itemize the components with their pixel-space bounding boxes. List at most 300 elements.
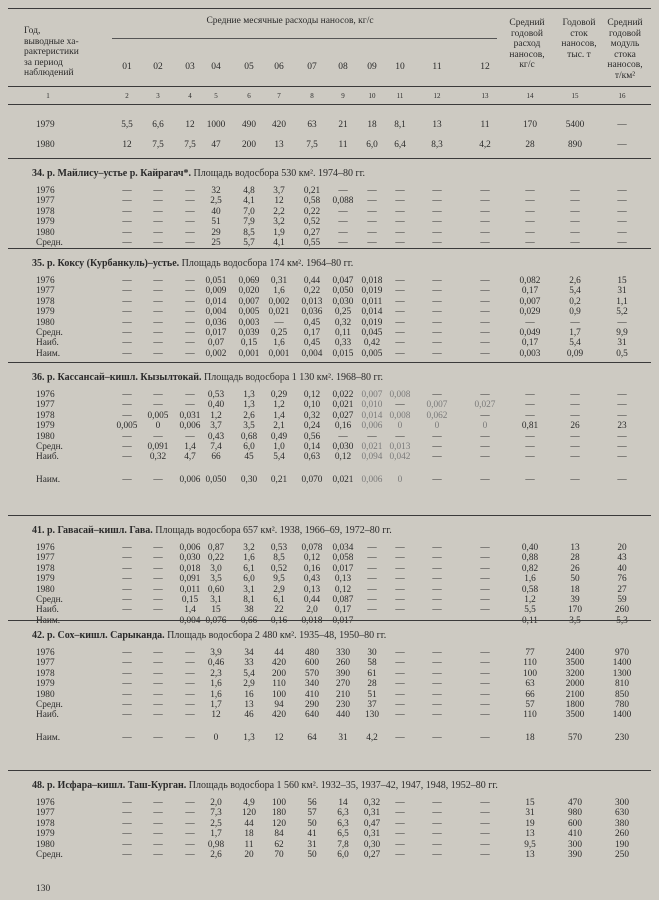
table-cell: — (153, 400, 163, 411)
table-cell: 2,5 (210, 818, 222, 829)
table-cell: — (480, 217, 490, 228)
table-cell: 1,7 (569, 328, 581, 338)
table-cell: 0,047 (332, 276, 354, 286)
table-cell: — (185, 818, 195, 829)
table-cell: 0,07 (207, 338, 225, 349)
table-cell: 0,56 (303, 431, 321, 442)
table-cell: 31 (617, 286, 627, 297)
row-label: Наиб. (36, 338, 59, 349)
table-cell: — (122, 286, 132, 297)
section-title-details: Площадь водосбора 1 130 км². 1968–80 гг. (201, 372, 384, 383)
table-cell: 0,014 (361, 307, 383, 318)
table-cell: — (338, 227, 348, 238)
table-cell: 810 (615, 679, 629, 690)
table-cell: 3,0 (210, 563, 222, 574)
table-cell: — (185, 348, 195, 359)
table-cell: 0,005 (361, 348, 383, 359)
table-cell: 0,031 (179, 410, 201, 421)
table-cell: — (525, 400, 535, 411)
table-cell: 1,3 (243, 390, 255, 400)
table-cell: — (432, 474, 442, 485)
table-row (0, 120, 659, 131)
table-row (0, 648, 659, 659)
section-title-river: 48. р. Исфара–кишл. Таш-Курган. (32, 780, 187, 791)
table-cell: — (122, 227, 132, 238)
table-cell: 1,3 (243, 400, 255, 411)
table-cell: 0,52 (270, 563, 288, 574)
table-cell: 0,008 (389, 390, 411, 400)
table-cell: 0,12 (334, 584, 352, 595)
table-cell: 0,078 (301, 543, 323, 553)
table-cell: 0,32 (303, 410, 321, 421)
table-cell: 0,015 (332, 348, 354, 359)
table-cell: — (617, 140, 627, 150)
table-row (0, 595, 659, 606)
table-cell: 26 (570, 421, 580, 432)
month-header-06: 06 (274, 62, 284, 72)
table-cell: 2,6 (210, 850, 222, 860)
table-cell: 0,98 (207, 839, 225, 850)
table-cell: — (395, 700, 405, 710)
table-cell: 0,050 (332, 286, 354, 297)
table-cell: 4,8 (243, 186, 255, 196)
table-cell: 94 (274, 700, 284, 710)
table-cell: — (153, 574, 163, 585)
table-cell: 0,007 (519, 296, 541, 307)
table-cell: — (185, 679, 195, 690)
table-cell: 970 (615, 648, 629, 658)
table-cell: — (432, 732, 442, 743)
table-row (0, 605, 659, 616)
table-cell: — (432, 227, 442, 238)
table-cell: 0,17 (521, 338, 539, 349)
table-cell: — (525, 442, 535, 452)
table-cell: — (432, 605, 442, 616)
row-label: 1978 (36, 410, 55, 421)
table-cell: — (153, 286, 163, 297)
table-cell: — (122, 317, 132, 328)
table-cell: — (122, 452, 132, 463)
table-cell: — (153, 808, 163, 819)
table-cell: 0 (397, 474, 403, 485)
table-cell: — (432, 574, 442, 585)
table-cell: 41 (307, 829, 317, 840)
row-label: Средн. (36, 595, 63, 605)
table-cell: — (122, 839, 132, 850)
table-cell: — (395, 307, 405, 318)
table-cell: 0,31 (270, 276, 288, 286)
table-cell: 0,22 (303, 206, 321, 217)
table-cell: — (153, 317, 163, 328)
table-cell: — (525, 452, 535, 463)
header-mid-rule (8, 86, 651, 87)
table-cell: — (122, 296, 132, 307)
table-cell: — (432, 338, 442, 349)
table-cell: — (395, 296, 405, 307)
table-cell: — (395, 563, 405, 574)
table-cell: 0,9 (569, 307, 581, 318)
table-cell: — (153, 798, 163, 808)
table-cell: 15 (211, 605, 221, 616)
table-cell: 1,6 (210, 689, 222, 700)
table-cell: 2,6 (569, 276, 581, 286)
table-cell: 4,2 (479, 140, 491, 150)
table-cell: 390 (336, 668, 350, 679)
table-cell: — (617, 431, 627, 442)
table-cell: — (525, 431, 535, 442)
table-cell: 3,5 (210, 574, 222, 585)
table-cell: — (153, 390, 163, 400)
row-label: 1976 (36, 186, 55, 196)
table-cell: 38 (244, 605, 254, 616)
table-row (0, 850, 659, 861)
table-row (0, 318, 659, 329)
table-cell: — (617, 442, 627, 452)
table-cell: 100 (272, 798, 286, 808)
table-cell: 1,4 (273, 410, 285, 421)
table-cell: — (122, 307, 132, 318)
table-cell: 640 (305, 710, 319, 721)
column-number-12: 12 (433, 92, 441, 100)
table-cell: 0,45 (303, 338, 321, 349)
table-cell: — (395, 431, 405, 442)
table-row (0, 432, 659, 443)
row-label: Средн. (36, 700, 63, 710)
table-row (0, 442, 659, 453)
table-cell: 0,24 (303, 421, 321, 432)
table-cell: 3500 (565, 710, 585, 721)
table-cell: 1400 (612, 658, 632, 669)
table-cell: — (480, 700, 490, 710)
col14-header: Средний годовой расход наносов, кг/с (509, 18, 545, 70)
table-cell: — (367, 543, 377, 553)
table-cell: — (525, 196, 535, 207)
table-cell: 46 (244, 710, 254, 721)
month-header-10: 10 (395, 62, 405, 72)
table-cell: — (480, 390, 490, 400)
table-cell: — (367, 227, 377, 238)
table-cell: — (432, 276, 442, 286)
header-bottom-rule (8, 104, 651, 105)
table-cell: — (432, 839, 442, 850)
table-cell: — (153, 829, 163, 840)
table-cell: 28 (570, 553, 580, 564)
table-cell: 0,006 (179, 543, 201, 553)
table-cell: — (480, 668, 490, 679)
table-cell: 6,0 (337, 850, 349, 860)
table-cell: — (185, 700, 195, 710)
table-cell: — (367, 431, 377, 442)
table-cell: — (185, 296, 195, 307)
table-cell: 0,045 (361, 328, 383, 338)
table-cell: — (432, 808, 442, 819)
table-cell: — (153, 584, 163, 595)
table-cell: — (570, 196, 580, 207)
table-cell: 0,082 (519, 276, 541, 286)
month-header-11: 11 (432, 62, 442, 72)
table-cell: — (525, 238, 535, 248)
table-cell: 0,011 (361, 296, 383, 307)
table-cell: 13 (525, 850, 535, 860)
table-cell: 1,0 (273, 442, 285, 452)
table-cell: 0,014 (205, 296, 227, 307)
table-cell: 300 (615, 798, 629, 808)
table-cell: 190 (615, 839, 629, 850)
section-divider (8, 620, 651, 621)
table-cell: — (122, 553, 132, 564)
table-cell: 7,5 (306, 140, 318, 150)
table-cell: 2,1 (273, 421, 285, 432)
table-cell: — (525, 410, 535, 421)
table-cell: 2000 (565, 679, 585, 690)
table-cell: 64 (307, 732, 317, 743)
table-cell: — (395, 605, 405, 616)
table-cell: — (185, 648, 195, 658)
section-title-river: 35. р. Коксу (Курбанкуль)–устье. (32, 258, 180, 269)
table-cell: — (153, 196, 163, 207)
row-label: 1976 (36, 543, 55, 553)
table-cell: — (395, 818, 405, 829)
row-label: 1977 (36, 286, 55, 297)
table-cell: — (367, 217, 377, 228)
section-title-details: Площадь водосбора 1 560 км². 1932–35, 1937–42, 1947, 1948, 1952–80 гг. (186, 780, 498, 791)
table-cell: — (617, 206, 627, 217)
table-cell: 50 (307, 850, 317, 860)
table-cell: 440 (336, 710, 350, 721)
table-cell: — (432, 689, 442, 700)
table-cell: 1,2 (210, 410, 222, 421)
table-cell: 15 (617, 276, 627, 286)
table-cell: 31 (307, 839, 317, 850)
row-label: 1978 (36, 818, 55, 829)
section-divider (8, 248, 651, 249)
table-cell: — (617, 474, 627, 485)
table-cell: 6,3 (337, 808, 349, 819)
table-cell: 470 (568, 798, 582, 808)
table-cell: 18 (367, 120, 377, 130)
table-cell: 230 (336, 700, 350, 710)
table-cell: 7,8 (337, 839, 349, 850)
table-cell: — (338, 431, 348, 442)
table-cell: 2100 (565, 689, 585, 700)
table-cell: — (122, 584, 132, 595)
table-cell: — (185, 710, 195, 721)
table-cell: 56 (307, 798, 317, 808)
table-cell: 39 (570, 595, 580, 605)
table-cell: — (432, 679, 442, 690)
row-label: 1979 (36, 574, 55, 585)
table-cell: 77 (525, 648, 535, 658)
table-row (0, 276, 659, 287)
table-cell: 0,021 (332, 400, 354, 411)
table-cell: 260 (615, 829, 629, 840)
table-cell: — (153, 296, 163, 307)
table-cell: — (432, 442, 442, 452)
table-cell: — (153, 732, 163, 743)
table-cell: — (480, 474, 490, 485)
table-cell: 20 (244, 850, 254, 860)
table-cell: — (122, 829, 132, 840)
table-cell: — (617, 227, 627, 238)
table-cell: — (395, 186, 405, 196)
table-cell: 40 (211, 206, 221, 217)
table-cell: — (480, 317, 490, 328)
table-cell: — (395, 850, 405, 860)
table-row (0, 286, 659, 297)
table-cell: 0,014 (361, 410, 383, 421)
table-cell: 290 (305, 700, 319, 710)
table-cell: — (367, 584, 377, 595)
table-cell: — (570, 390, 580, 400)
table-cell: — (153, 839, 163, 850)
table-cell: 0,001 (268, 348, 290, 359)
table-cell: 8,1 (243, 595, 255, 605)
table-cell: 0,16 (303, 563, 321, 574)
table-cell: 6,5 (337, 829, 349, 840)
table-cell: 850 (615, 689, 629, 700)
table-cell: — (185, 286, 195, 297)
table-cell: — (432, 328, 442, 338)
table-cell: 100 (272, 689, 286, 700)
table-cell: — (480, 452, 490, 463)
table-row (0, 679, 659, 690)
table-cell: 0,005 (238, 307, 260, 318)
table-cell: 32 (211, 186, 221, 196)
table-cell: — (432, 452, 442, 463)
table-cell: 8,1 (394, 120, 406, 130)
row-label: Средн. (36, 442, 63, 452)
table-cell: 6,6 (152, 120, 164, 130)
table-cell: — (617, 317, 627, 328)
table-cell: — (122, 217, 132, 228)
table-cell: — (395, 839, 405, 850)
table-cell: 1,6 (524, 574, 536, 585)
row-label: 1977 (36, 196, 55, 207)
table-cell: 5,7 (243, 238, 255, 248)
table-cell: 13 (244, 700, 254, 710)
table-cell: — (432, 543, 442, 553)
table-cell: 4,7 (184, 452, 196, 463)
table-cell: 0,5 (616, 348, 628, 359)
table-cell: — (153, 474, 163, 485)
table-cell: — (617, 390, 627, 400)
table-cell: — (570, 238, 580, 248)
table-cell: — (480, 818, 490, 829)
table-cell: — (480, 431, 490, 442)
table-cell: 0 (434, 421, 440, 432)
table-cell: 5,4 (569, 286, 581, 297)
section-title (32, 168, 365, 179)
table-cell: 0,013 (301, 296, 323, 307)
table-cell: — (570, 410, 580, 421)
table-cell: — (480, 238, 490, 248)
table-cell: 66 (525, 689, 535, 700)
table-cell: — (395, 595, 405, 605)
row-label: 1976 (36, 390, 55, 400)
table-cell: — (367, 206, 377, 217)
table-cell: — (395, 584, 405, 595)
table-cell: — (395, 286, 405, 297)
table-cell: 0,062 (426, 410, 448, 421)
table-cell: — (480, 798, 490, 808)
column-number-2: 2 (125, 92, 129, 100)
table-cell: 0,25 (270, 328, 288, 338)
table-cell: 0,009 (205, 286, 227, 297)
table-cell: — (185, 798, 195, 808)
table-cell: — (395, 206, 405, 217)
page-number: 130 (36, 884, 51, 894)
table-cell: 0,2 (569, 296, 581, 307)
table-cell: — (185, 238, 195, 248)
monthly-span-rule (112, 38, 497, 39)
table-cell: 4,9 (243, 798, 255, 808)
table-cell: 0,091 (179, 574, 201, 585)
table-cell: 1,1 (616, 296, 628, 307)
table-cell: 340 (305, 679, 319, 690)
column-number-3: 3 (156, 92, 160, 100)
table-cell: 3,7 (210, 421, 222, 432)
table-cell: 1,9 (273, 227, 285, 238)
row-label: 1978 (36, 668, 55, 679)
section-divider (8, 770, 651, 771)
table-cell: 0,087 (332, 595, 354, 605)
table-cell: 7,4 (210, 442, 222, 452)
table-cell: 200 (242, 140, 256, 150)
table-cell: — (153, 206, 163, 217)
table-cell: — (153, 850, 163, 860)
table-cell: 70 (274, 850, 284, 860)
table-cell: 0,029 (519, 307, 541, 318)
table-cell: 0,33 (334, 338, 352, 349)
table-row (0, 217, 659, 228)
table-cell: — (153, 238, 163, 248)
table-cell: 0,034 (332, 543, 354, 553)
table-cell: 57 (307, 808, 317, 819)
table-cell: — (338, 186, 348, 196)
column-number-7: 7 (277, 92, 281, 100)
table-cell: 7,3 (210, 808, 222, 819)
table-cell: — (122, 474, 132, 485)
table-cell: — (185, 206, 195, 217)
row-label: 1980 (36, 317, 55, 328)
table-cell: 0 (155, 421, 161, 432)
table-cell: — (367, 238, 377, 248)
table-cell: — (122, 798, 132, 808)
table-cell: — (432, 710, 442, 721)
table-row (0, 452, 659, 463)
table-cell: — (395, 574, 405, 585)
row-label: Наиб. (36, 710, 59, 721)
table-cell: 13 (432, 120, 442, 130)
month-header-05: 05 (244, 62, 254, 72)
table-cell: 0,051 (205, 276, 227, 286)
table-cell: — (122, 648, 132, 658)
table-cell: 2,3 (210, 668, 222, 679)
table-cell: 63 (525, 679, 535, 690)
table-cell: 0,030 (332, 296, 354, 307)
table-cell: — (122, 850, 132, 860)
table-row (0, 840, 659, 851)
table-cell: 0,021 (268, 307, 290, 318)
table-cell: — (153, 710, 163, 721)
table-cell: 0 (397, 421, 403, 432)
table-cell: — (185, 829, 195, 840)
table-cell: 51 (211, 217, 221, 228)
table-cell: — (570, 452, 580, 463)
table-cell: 0,63 (303, 452, 321, 463)
table-cell: — (185, 186, 195, 196)
table-cell: 20 (617, 543, 627, 553)
